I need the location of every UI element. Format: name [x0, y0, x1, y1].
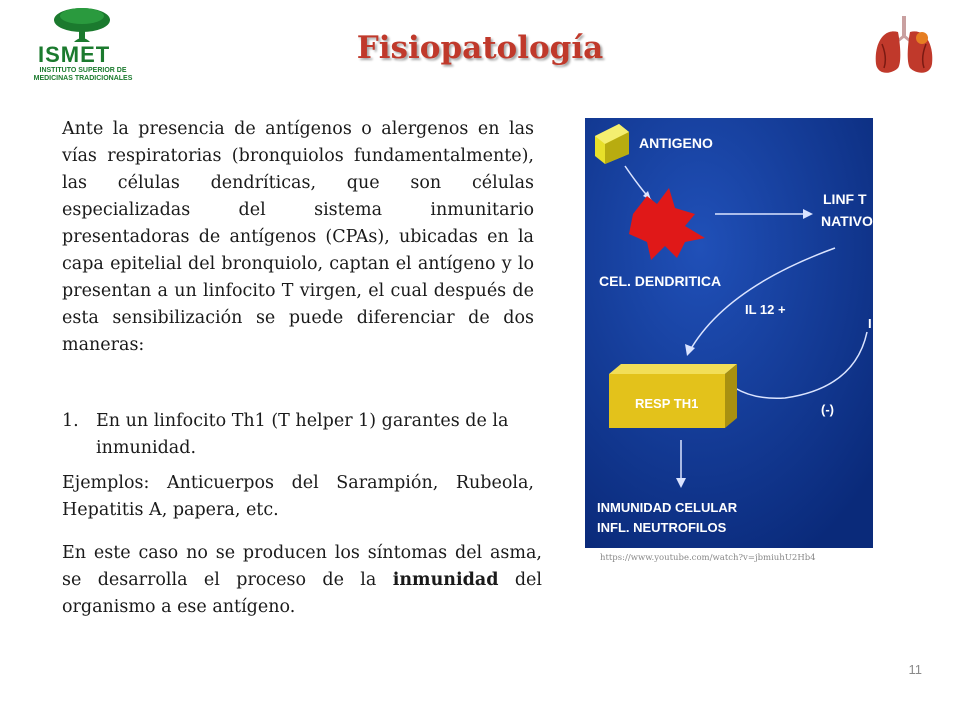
- note-text-after: del organismo a ese antígeno.: [62, 570, 542, 617]
- diagram-svg: [585, 118, 873, 548]
- il12-label: IL 12 +: [745, 302, 786, 317]
- result-line1: INMUNIDAD CELULAR: [597, 500, 738, 515]
- slide-title: Fisiopatología: [356, 30, 604, 66]
- result-line2: INFL. NEUTROFILOS: [597, 520, 727, 535]
- ismet-logo: [22, 6, 144, 80]
- dendritic-label: CEL. DENDRITICA: [599, 273, 722, 289]
- logo-subtitle-line2: MEDICINAS TRADICIONALES: [33, 75, 133, 82]
- list-item-text: En un linfocito Th1 (T helper 1) garantes de la inmunidad.: [96, 411, 509, 458]
- logo-name: ISMET: [38, 42, 111, 67]
- examples-paragraph: Ejemplos: Anticuerpos del Sarampión, Rubeola, Hepatitis A, papera, etc.: [62, 473, 534, 520]
- antigen-label: ANTIGENO: [639, 135, 713, 151]
- list-item: [62, 408, 534, 462]
- box-label: RESP TH1: [635, 396, 699, 411]
- note-bold-word: inmunidad: [392, 570, 499, 590]
- lungs-icon: [868, 14, 940, 78]
- page-number: 11: [908, 662, 922, 677]
- immune-response-diagram: [585, 118, 873, 548]
- linf-label-line1: LINF T: [823, 191, 867, 207]
- note-paragraph: [62, 540, 542, 621]
- diagram-background: [585, 118, 873, 548]
- list-item-number: 1.: [62, 411, 79, 431]
- intro-paragraph: Ante la presencia de antígenos o alergenos en las vías respiratorias (bronquiolos fundamentalmente), las células dendríticas, que son células especializadas del sistema inmunitario presentadoras de antígenos (CPAs), ubicadas en la capa epitelial del bronquiolo, captan el antígeno y lo presentan a un linfocito T virgen, el cual después de esta sensibilización se puede diferenciar de dos maneras:: [62, 119, 534, 355]
- logo-subtitle-line1: INSTITUTO SUPERIOR DE: [39, 67, 127, 74]
- note-text-before: En este caso no se producen los síntomas del asma, se desarrolla el proceso de la: [62, 543, 542, 590]
- source-link[interactable]: https://www.youtube.com/watch?v=jbmiuhU2Hb4: [600, 553, 816, 563]
- tree-icon: [52, 6, 112, 42]
- linf-label-line2: NATIVO: [821, 213, 873, 229]
- minus-label: (-): [821, 402, 834, 417]
- svg-text:I: I: [868, 316, 872, 331]
